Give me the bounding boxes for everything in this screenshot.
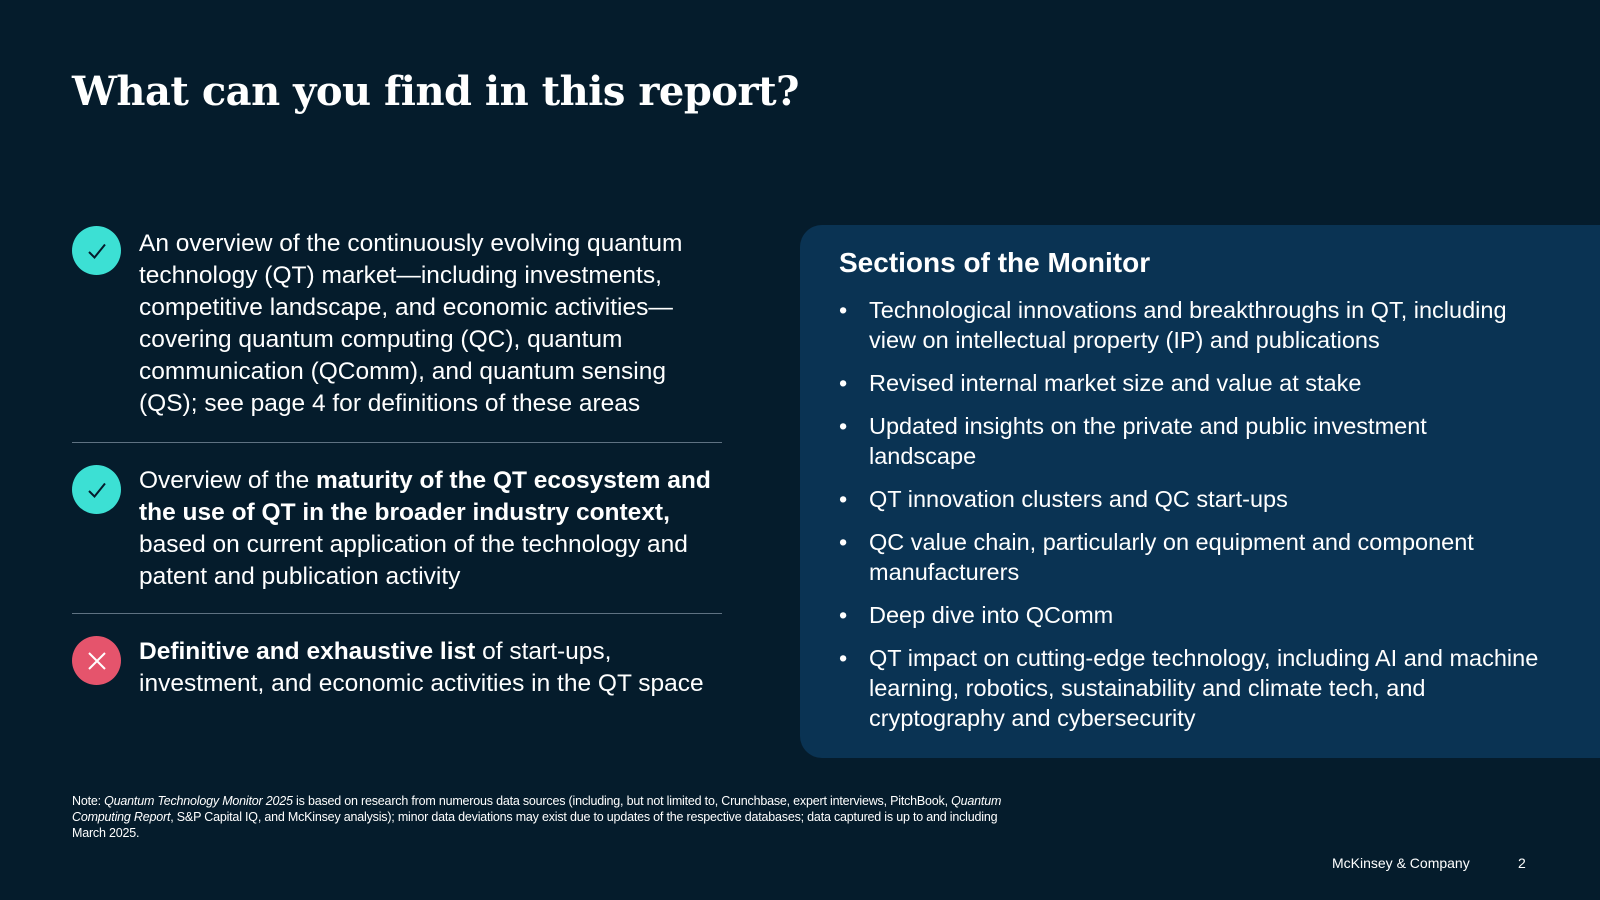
- note-prefix: Note:: [72, 794, 105, 808]
- bullet-icon: •: [839, 602, 848, 628]
- note-italic-title: Quantum Technology Monitor 2025: [104, 794, 293, 808]
- text-bold: maturity of the QT ecosystem and the use of QT in the broader industry context,: [139, 467, 711, 526]
- check-icon: [72, 465, 121, 514]
- section-text: QT impact on cutting-edge technology, including AI and machine learning, robotics, sustainability and climate tech, and cryptography and cybersecurity: [869, 645, 1539, 731]
- text-post: based on current application of the technology and patent and publication activity: [139, 531, 688, 590]
- section-item: [839, 484, 1539, 514]
- list-item-exclusion: [72, 614, 722, 700]
- check-icon: [72, 226, 121, 275]
- section-text: Updated insights on the private and public investment landscape: [869, 413, 1427, 469]
- bullet-icon: •: [839, 645, 848, 671]
- bullet-icon: •: [839, 413, 848, 439]
- section-item: [839, 411, 1539, 471]
- list-item-maturity: [72, 443, 722, 613]
- section-item: [839, 368, 1539, 398]
- bullet-icon: •: [839, 297, 848, 323]
- sections-panel: [800, 225, 1600, 758]
- page-number: 2: [1518, 855, 1526, 871]
- section-text: Deep dive into QComm: [869, 602, 1114, 628]
- sections-list: [839, 295, 1539, 746]
- close-icon: [72, 636, 121, 685]
- bullet-icon: •: [839, 370, 848, 396]
- list-item-overview: [72, 226, 722, 442]
- text-bold: Definitive and exhaustive list: [139, 638, 476, 665]
- section-text: Revised internal market size and value at stake: [869, 370, 1362, 396]
- note-italic-title: Quantum Computing Report: [72, 794, 1002, 824]
- section-text: QC value chain, particularly on equipment and component manufacturers: [869, 529, 1474, 585]
- section-text: Technological innovations and breakthroughs in QT, including view on intellectual property (IP) and publications: [869, 297, 1507, 353]
- section-item: [839, 600, 1539, 630]
- bullet-icon: •: [839, 486, 848, 512]
- section-item: [839, 295, 1539, 355]
- list-item-text: An overview of the continuously evolving quantum technology (QT) market—including investments, competitive landscape, and economic activities—covering quantum computing (QC), quantum communication (QComm), and quantum sensing (QS); see page 4 for definitions of these areas: [139, 230, 683, 417]
- section-text: QT innovation clusters and QC start-ups: [869, 486, 1288, 512]
- note-text: is based on research from numerous data sources (including, but not limited to, Crunchbase, expert interviews, PitchBook,: [292, 794, 952, 808]
- footnote: [72, 793, 1032, 841]
- list-item-text: [139, 636, 722, 700]
- text-pre: Overview of the: [139, 467, 317, 494]
- section-item: [839, 643, 1539, 733]
- page-title: What can you find in this report?: [72, 68, 799, 115]
- footer-brand: McKinsey & Company: [1332, 855, 1470, 871]
- panel-title: Sections of the Monitor: [839, 247, 1151, 278]
- section-item: [839, 527, 1539, 587]
- note-text: , S&P Capital IQ, and McKinsey analysis); minor data deviations may exist due to updates of the respective databases; data captured is up to and including March 2025.: [72, 810, 998, 840]
- bullet-icon: •: [839, 529, 848, 555]
- list-item-text: [139, 465, 722, 593]
- text-post: of start-ups, investment, and economic activities in the QT space: [139, 638, 704, 697]
- report-contents-list: [72, 226, 722, 700]
